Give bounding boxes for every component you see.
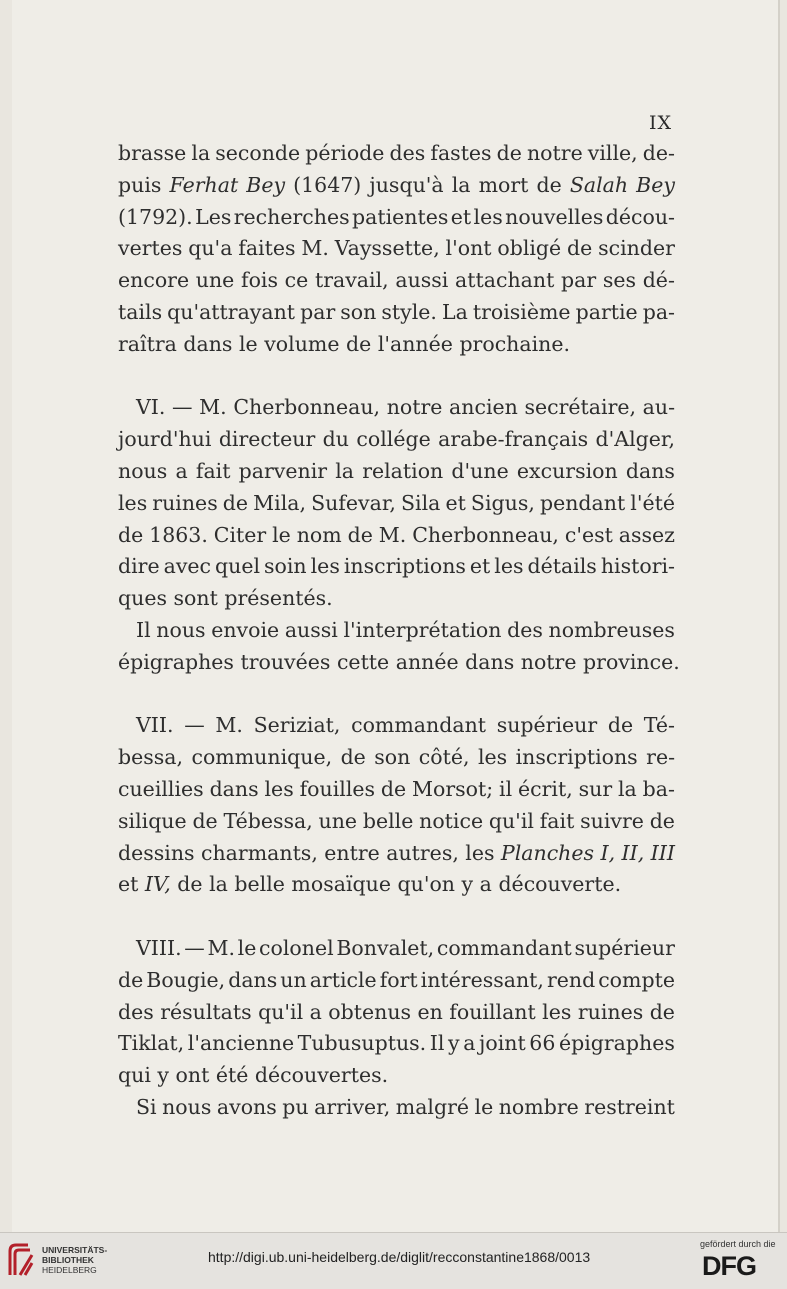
word: il — [499, 776, 513, 801]
word: 1863. — [149, 522, 208, 547]
paragraph-gap — [118, 901, 675, 933]
word: le — [237, 935, 257, 960]
word: fort — [379, 967, 418, 992]
word: sont — [173, 586, 218, 611]
word: écrit, — [518, 776, 573, 801]
word: ville, — [587, 141, 638, 165]
word: son — [374, 745, 411, 770]
word: du — [322, 427, 349, 452]
word: belle — [234, 872, 285, 897]
word: nouvelles — [505, 204, 604, 229]
word: soin — [264, 554, 307, 579]
word: Si — [136, 1094, 157, 1119]
word: en — [417, 999, 443, 1024]
word: attachant — [455, 268, 555, 293]
word: fois — [240, 268, 278, 293]
word: des — [389, 141, 426, 165]
word: les — [542, 999, 572, 1024]
word: silique — [118, 808, 187, 833]
word: IV, — [144, 872, 171, 897]
word: au- — [642, 395, 675, 420]
text-line — [118, 297, 675, 329]
word: collége — [356, 427, 431, 452]
word: l'été — [630, 490, 675, 515]
word: la — [451, 172, 471, 197]
word: dé- — [642, 268, 675, 293]
word: résultats — [160, 999, 252, 1024]
text-line — [118, 202, 675, 234]
word: d'une — [451, 458, 509, 483]
word: malgré — [395, 1094, 470, 1119]
word: les — [264, 776, 294, 801]
text-line — [118, 965, 675, 997]
word: troisième — [472, 299, 571, 324]
word: sur — [578, 776, 613, 801]
library-name-line2: BIBLIOTHEK — [42, 1255, 94, 1265]
word: le — [272, 522, 291, 547]
word: restreint — [584, 1094, 675, 1119]
word: communique, — [191, 745, 333, 770]
word: de — [536, 172, 562, 197]
word: M. — [378, 522, 407, 547]
word: les — [473, 204, 503, 229]
word: supérieur — [496, 713, 598, 738]
word: une — [318, 808, 358, 833]
word: obtenus — [328, 999, 412, 1024]
word: intéressant, — [420, 967, 544, 992]
word: Planches — [500, 840, 595, 865]
word: de — [222, 490, 249, 515]
word: Sufevar, — [311, 490, 396, 515]
word: Mila, — [253, 490, 306, 515]
word: Les — [195, 204, 232, 229]
word: dessins — [118, 840, 195, 865]
word: arriver, — [314, 1094, 391, 1119]
word: de- — [642, 141, 675, 165]
word: supérieur — [574, 935, 675, 960]
word: nombreuses — [548, 617, 675, 642]
word: et — [450, 204, 472, 229]
word: décou- — [605, 204, 675, 229]
word: c'est — [564, 522, 613, 547]
word: rend — [546, 967, 596, 992]
word: la — [191, 141, 211, 165]
word: (1792). — [118, 204, 193, 229]
word: suivre — [580, 808, 644, 833]
word: nombre — [498, 1094, 579, 1119]
word: ses — [602, 268, 637, 293]
word: un — [280, 967, 307, 992]
text-line — [118, 424, 675, 456]
word: et — [469, 554, 491, 579]
word: a — [175, 458, 188, 483]
word: de — [380, 776, 407, 801]
word: épigraphes — [118, 649, 234, 674]
word: entre — [324, 840, 380, 865]
text-line — [118, 170, 675, 202]
word: la — [618, 776, 637, 801]
text-line — [118, 233, 675, 265]
word: — — [184, 713, 205, 738]
word: l'année — [377, 331, 453, 356]
word: M. — [207, 935, 235, 960]
word: aussi — [284, 617, 338, 642]
text-line — [118, 806, 675, 838]
word: assez — [618, 522, 675, 547]
word: jusqu'à — [369, 172, 444, 197]
text-line — [118, 615, 675, 647]
paragraph-gap — [118, 361, 675, 393]
word: — — [172, 395, 193, 420]
heidelberg-library-logo-icon[interactable] — [6, 1241, 36, 1279]
word: nous — [162, 1094, 212, 1119]
word: mort — [478, 172, 529, 197]
word: puis — [118, 172, 162, 197]
word: dans — [183, 331, 233, 356]
word: M. — [215, 713, 243, 738]
word: de — [346, 331, 372, 356]
library-name — [42, 1245, 107, 1275]
word: arabe-français — [438, 427, 589, 452]
word: détails — [527, 554, 597, 579]
word: I, — [600, 840, 616, 865]
word: et — [445, 490, 466, 515]
word: pendant — [539, 490, 626, 515]
word: qui — [118, 1063, 151, 1088]
permalink-url[interactable]: http://digi.ub.uni-heidelberg.de/diglit/recconstantine1868/0013 — [208, 1249, 591, 1265]
word: inscriptions — [343, 554, 466, 579]
word: style. — [381, 299, 437, 324]
word: fastes — [430, 141, 492, 165]
word: patientes — [352, 204, 449, 229]
word: de — [192, 808, 218, 833]
word: Sigus, — [470, 490, 535, 515]
word: fouillant — [449, 999, 536, 1024]
word: parvenir — [238, 458, 328, 483]
word: avec — [163, 554, 212, 579]
word: autres, — [386, 840, 459, 865]
word: les — [118, 490, 148, 515]
word: a — [479, 872, 492, 897]
word: et — [118, 872, 139, 897]
word: l'ancienne — [187, 1031, 295, 1056]
word: qu'il — [488, 808, 534, 833]
word: ba- — [642, 776, 675, 801]
word: dans — [625, 458, 675, 483]
word: charmants, — [201, 840, 318, 865]
word: dire — [118, 554, 160, 579]
word: de — [567, 236, 593, 261]
word: des — [118, 999, 154, 1024]
word: y — [448, 1031, 460, 1056]
word: de — [649, 999, 675, 1024]
word: ancien — [449, 395, 518, 420]
word: directeur — [218, 427, 316, 452]
text-line — [118, 647, 680, 679]
text-line — [118, 1028, 675, 1060]
text-line — [118, 456, 675, 488]
word: — — [184, 935, 205, 960]
book-page — [12, 0, 780, 1232]
word: ont — [175, 1063, 210, 1088]
word: La — [441, 299, 468, 324]
word: Bonvalet, — [336, 935, 435, 960]
word: par — [300, 299, 336, 324]
word: recherches — [233, 204, 350, 229]
text-line — [118, 997, 675, 1029]
text-line — [118, 329, 675, 361]
word: II, — [621, 840, 645, 865]
page-number: IX — [649, 112, 673, 134]
text-line — [118, 138, 675, 170]
text-line — [118, 1060, 675, 1092]
word: de — [118, 967, 144, 992]
word: cueillies — [118, 776, 204, 801]
word: ruines — [152, 490, 218, 515]
word: notre — [526, 141, 583, 165]
word: mosaïque — [291, 872, 391, 897]
word: III — [650, 840, 675, 865]
word: province. — [583, 649, 680, 674]
word: une — [195, 268, 235, 293]
word: nom — [296, 522, 342, 547]
text-line — [118, 551, 675, 583]
word: avons — [216, 1094, 277, 1119]
word: d'Alger, — [595, 427, 675, 452]
word: vertes — [118, 236, 183, 261]
word: quel — [215, 554, 261, 579]
word: scinder — [598, 236, 675, 261]
text-line — [118, 392, 675, 424]
word: Tiklat, — [118, 1031, 185, 1056]
word: Tébessa, — [223, 808, 313, 833]
word: de — [347, 522, 373, 547]
dfg-logo[interactable]: DFG — [702, 1251, 756, 1281]
word: dans — [209, 776, 259, 801]
word: ruines — [577, 999, 644, 1024]
word: la — [335, 458, 355, 483]
word: l'ont — [445, 236, 492, 261]
word: histori- — [600, 554, 675, 579]
word: volume — [264, 331, 340, 356]
text-line — [118, 520, 675, 552]
word: Bey — [246, 172, 286, 197]
text-line — [118, 869, 675, 901]
word: a — [309, 999, 322, 1024]
word: dans — [465, 649, 515, 674]
word: Bey — [636, 172, 675, 197]
text-line — [118, 774, 675, 806]
text-line — [118, 710, 675, 742]
word: les — [310, 554, 340, 579]
word: aussi — [395, 268, 449, 293]
word: encore — [118, 268, 190, 293]
word: présentés. — [224, 586, 333, 611]
word: (1647) — [293, 172, 362, 197]
word: la — [209, 872, 228, 897]
word: été — [215, 1063, 249, 1088]
paragraph-gap — [118, 679, 675, 711]
word: jourd'hui — [118, 427, 212, 452]
word: qu'a — [188, 236, 233, 261]
word: cette — [336, 649, 390, 674]
word: Citer — [213, 522, 267, 547]
word: y — [461, 872, 474, 897]
word: Il — [136, 617, 151, 642]
word: colonel — [259, 935, 334, 960]
word: des — [507, 617, 543, 642]
word: compte — [598, 967, 675, 992]
word: épigraphes — [558, 1031, 675, 1056]
word: qu'attrayant — [167, 299, 296, 324]
word: de — [496, 141, 522, 165]
word: de — [649, 808, 675, 833]
text-line — [118, 933, 675, 965]
word: découverte. — [498, 872, 622, 897]
word: M. — [199, 395, 227, 420]
word: VIII. — [136, 935, 182, 960]
word: y — [157, 1063, 170, 1088]
word: Bougie, — [146, 967, 226, 992]
library-name-line1: UNIVERSITÄTS- — [42, 1245, 108, 1255]
text-line — [118, 1092, 675, 1124]
word: côté, — [418, 745, 470, 770]
word: VI. — [136, 395, 166, 420]
word: par — [561, 268, 597, 293]
text-line — [118, 265, 675, 297]
funding-caption: gefördert durch die — [700, 1239, 776, 1249]
word: commandant — [436, 935, 572, 960]
word: qu'il — [258, 999, 304, 1024]
word: période — [305, 141, 385, 165]
word: les — [465, 840, 495, 865]
word: inscriptions — [515, 745, 638, 770]
word: relation — [362, 458, 444, 483]
word: notre — [520, 649, 577, 674]
word: Cherbonneau, — [233, 395, 381, 420]
word: faites — [238, 236, 296, 261]
word: Tubusuptus. — [297, 1031, 427, 1056]
word: Salah — [569, 172, 629, 197]
word: nous — [156, 617, 206, 642]
word: tails — [118, 299, 163, 324]
word: Ferhat — [169, 172, 239, 197]
word: Morsot; — [412, 776, 494, 801]
word: prochaine. — [459, 331, 571, 356]
word: notice — [419, 808, 484, 833]
word: article — [309, 967, 377, 992]
word: Sila — [400, 490, 441, 515]
word: VII. — [136, 713, 174, 738]
word: découvertes. — [254, 1063, 389, 1088]
word: les — [494, 554, 524, 579]
word: pa- — [642, 299, 675, 324]
word: commandant — [351, 713, 487, 738]
word: fait — [539, 808, 575, 833]
word: dans — [228, 967, 278, 992]
word: le — [474, 1094, 494, 1119]
viewer-footer — [0, 1232, 787, 1289]
word: fouilles — [299, 776, 376, 801]
word: obligé — [497, 236, 562, 261]
word: nous — [118, 458, 168, 483]
text-line — [118, 583, 675, 615]
word: les — [477, 745, 508, 770]
word: de — [607, 713, 634, 738]
word: de — [340, 745, 366, 770]
word: secrétaire, — [524, 395, 637, 420]
text-line — [118, 742, 675, 774]
word: joint — [479, 1031, 526, 1056]
word: M. — [301, 236, 329, 261]
word: trouvées — [240, 649, 331, 674]
word: de — [177, 872, 203, 897]
word: Seriziat, — [253, 713, 341, 738]
page-body — [118, 138, 680, 1124]
word: ce — [284, 268, 309, 293]
word: qu'on — [397, 872, 456, 897]
word: le — [238, 331, 258, 356]
word: son — [340, 299, 377, 324]
word: brasse — [118, 141, 187, 165]
word: Té- — [643, 713, 675, 738]
word: l'interprétation — [343, 617, 502, 642]
word: bessa, — [118, 745, 184, 770]
word: année — [395, 649, 459, 674]
word: re- — [646, 745, 675, 770]
word: 66 — [529, 1031, 556, 1056]
word: partie — [575, 299, 638, 324]
text-line — [118, 838, 675, 870]
word: seconde — [215, 141, 301, 165]
word: Il — [429, 1031, 445, 1056]
word: notre — [386, 395, 443, 420]
word: pu — [282, 1094, 309, 1119]
word: raîtra — [118, 331, 177, 356]
word: ques — [118, 586, 167, 611]
word: excursion — [516, 458, 618, 483]
word: belle — [362, 808, 414, 833]
word: Cherbonneau, — [412, 522, 559, 547]
word: fait — [195, 458, 231, 483]
word: a — [463, 1031, 476, 1056]
word: travail, — [314, 268, 389, 293]
word: envoie — [211, 617, 280, 642]
word: Vayssette, — [334, 236, 440, 261]
library-name-line3: HEIDELBERG — [42, 1265, 97, 1275]
word: de — [118, 522, 144, 547]
text-line — [118, 488, 675, 520]
